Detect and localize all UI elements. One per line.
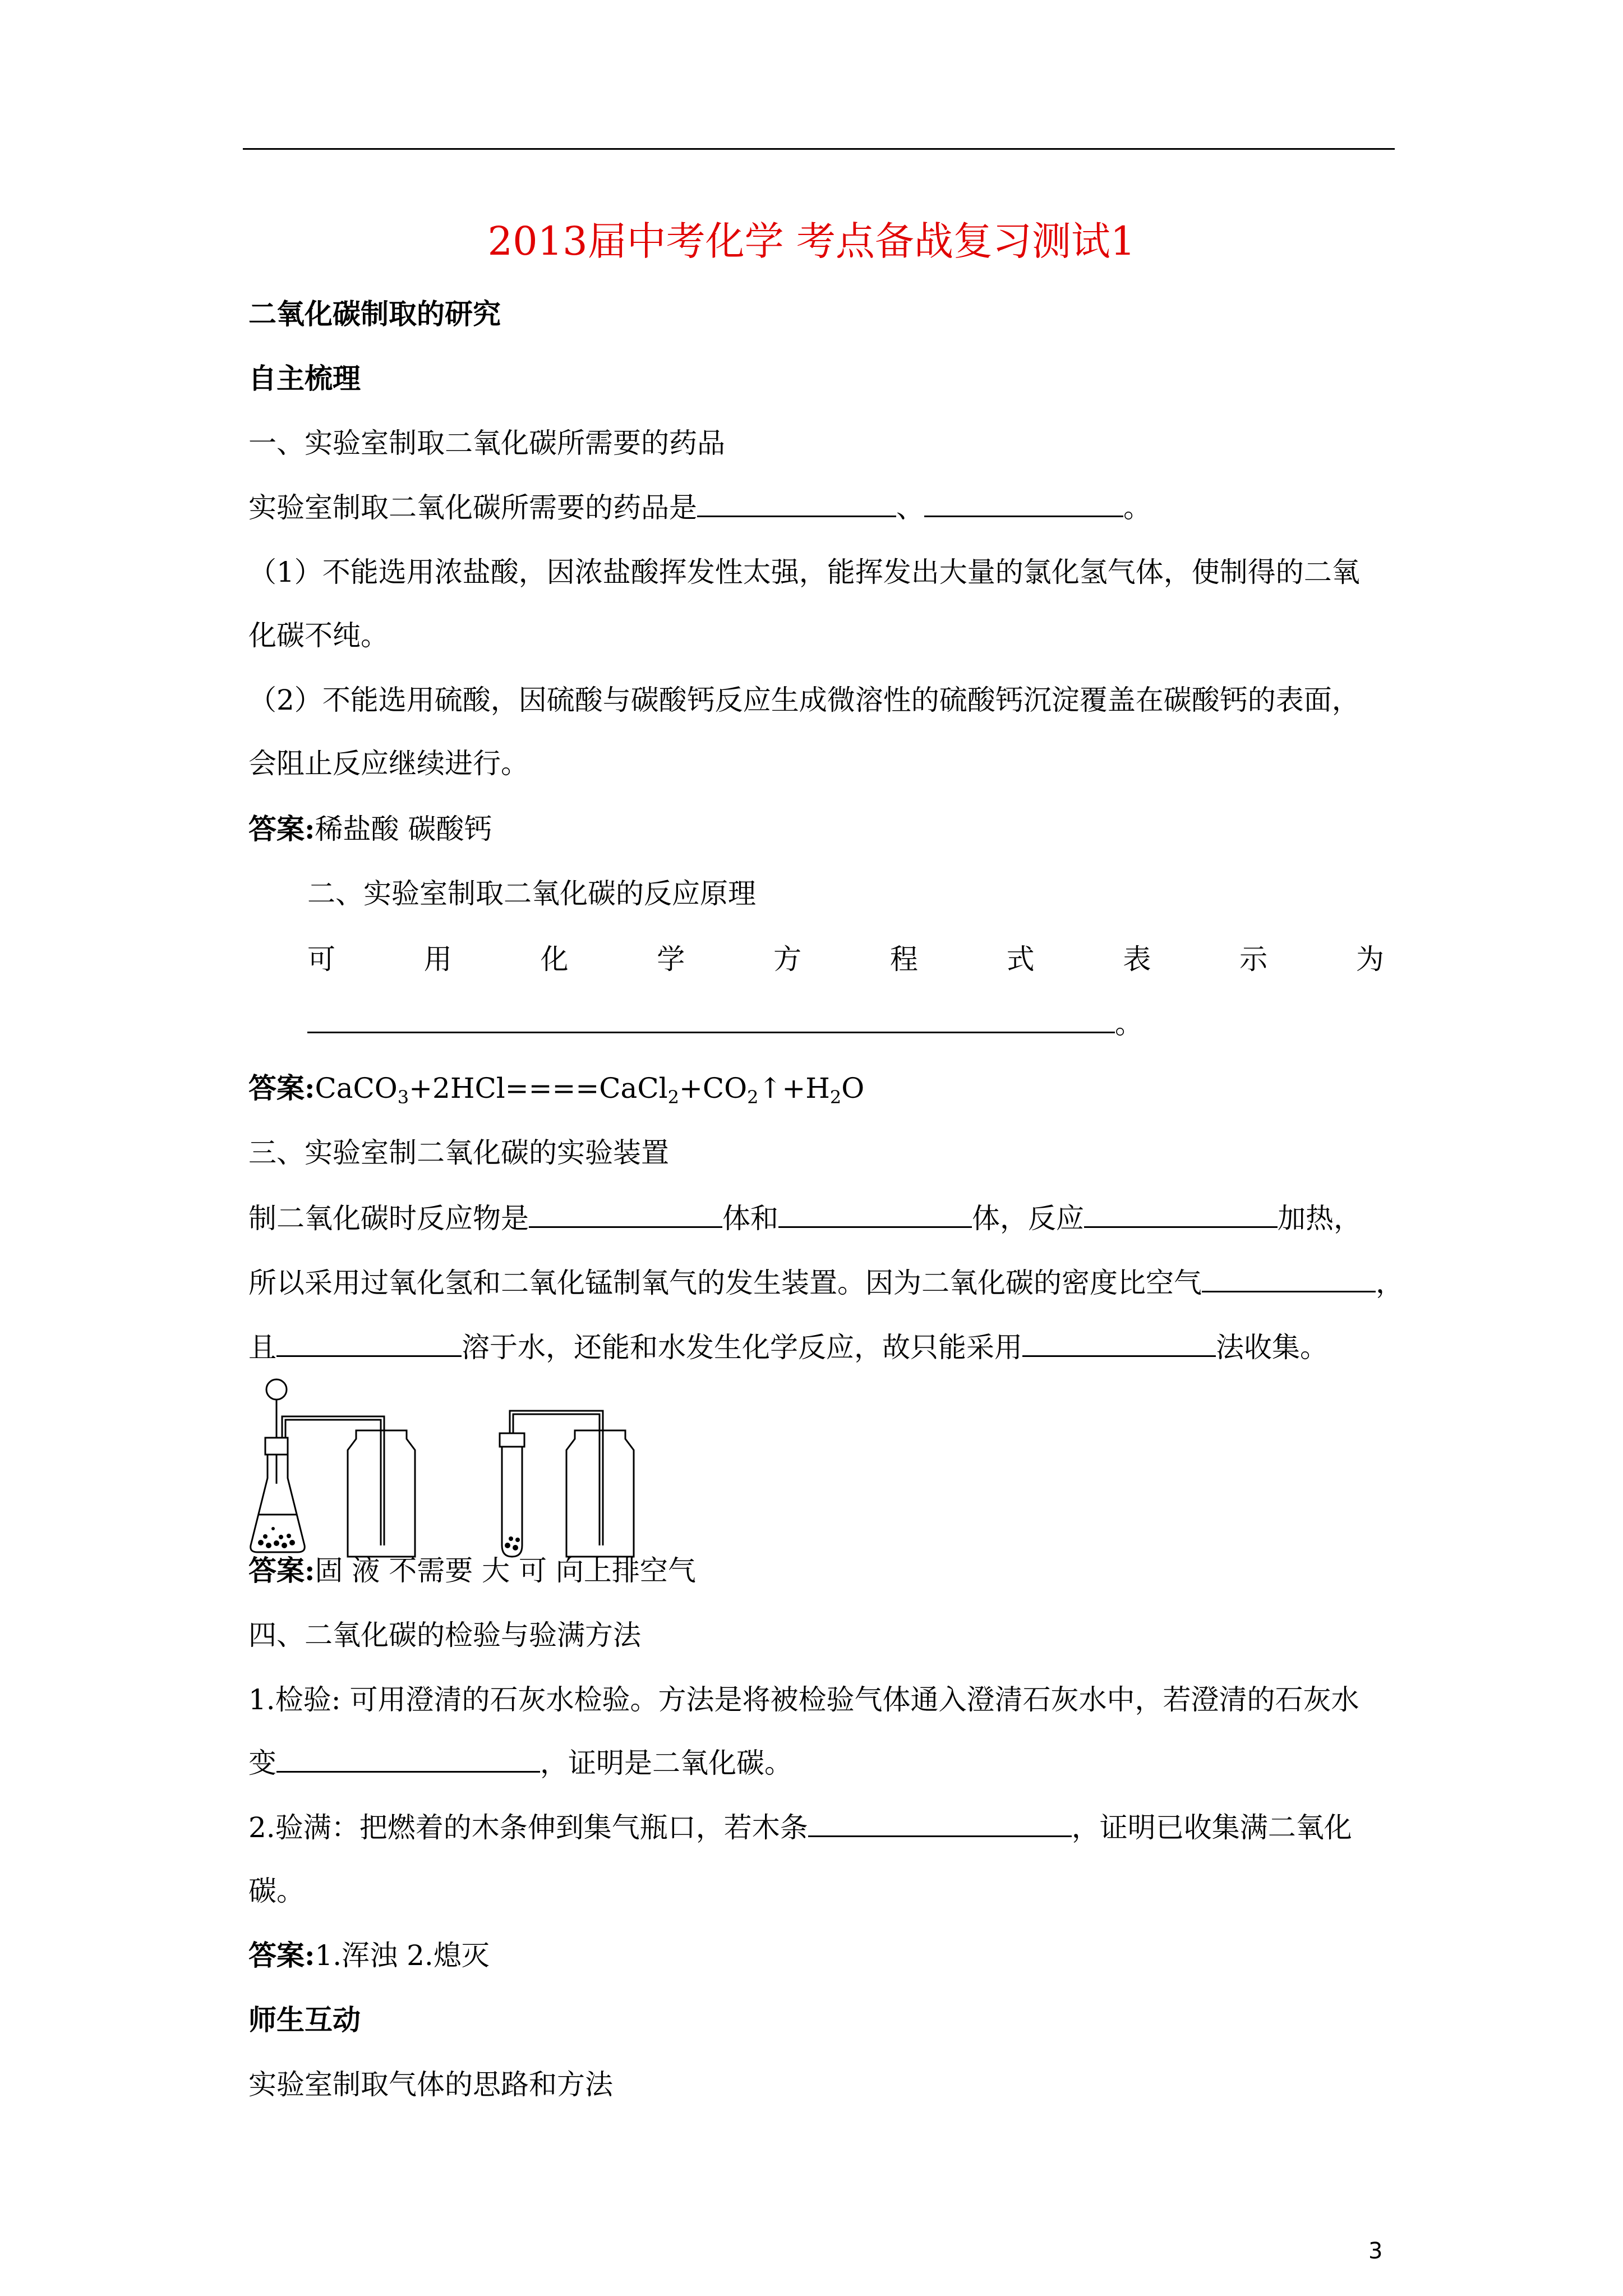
s3-answer [248, 1551, 696, 1590]
answer-blank [778, 1202, 972, 1228]
s3-line3: 且 溶于水，还能和水发生化学反应，故只能采用 法收集。 [248, 1331, 1328, 1364]
answer-label: 答案: [248, 1554, 315, 1587]
flask-apparatus-icon [251, 1379, 415, 1557]
s2-question-spread [307, 940, 1384, 979]
spread-char: 程 [889, 943, 918, 976]
test-tube-apparatus-icon [500, 1411, 634, 1557]
s1-question-text: 实验室制取二氧化碳所需要的药品是 [248, 491, 697, 524]
answer-blank [1084, 1202, 1278, 1228]
s1-title: 一、实验室制取二氧化碳所需要的药品 [248, 427, 725, 459]
s1-note2-line2: 会阻止反应继续进行。 [248, 747, 529, 780]
period: 。 [1115, 1007, 1143, 1040]
section-heading-self: 自主梳理 [248, 362, 361, 395]
spread-char: 用 [423, 943, 452, 976]
apparatus-figure [244, 1377, 637, 1568]
answer-blank [924, 491, 1123, 517]
answer-text: 固 液 不需要 大 可 向上排空气 [315, 1554, 696, 1587]
s1-answer [248, 809, 492, 849]
spread-char: 为 [1355, 943, 1384, 976]
s1-question [248, 488, 1151, 527]
last-line: 实验室制取气体的思路和方法 [248, 2068, 613, 2101]
answer-label: 答案: [248, 1939, 315, 1972]
answer-blank [697, 491, 896, 517]
spread-char: 方 [773, 943, 802, 976]
spread-char: 表 [1123, 943, 1151, 976]
answer-blank [1022, 1331, 1216, 1357]
separator: 、 [896, 491, 924, 524]
answer-blank [307, 1007, 1115, 1033]
period: 。 [1123, 491, 1151, 524]
spread-char: 化 [540, 943, 569, 976]
answer-blank [1202, 1266, 1376, 1292]
section-heading-interact: 师生互动 [248, 2003, 361, 2036]
spread-char: 可 [307, 943, 335, 976]
answer-blank [808, 1811, 1072, 1837]
answer-text: 1.浑浊 2.熄灭 [315, 1939, 490, 1972]
s2-answer-blank-line [307, 1004, 1143, 1043]
s4-line3: 2.验满：把燃着的木条伸到集气瓶口，若木条 ，证明已收集满二氧化 [248, 1811, 1352, 1844]
s4-line1: 1.检验: 可用澄清的石灰水检验。方法是将被检验气体通入澄清石灰水中，若澄清的石灰水 [248, 1683, 1359, 1716]
s1-note1-line1: （1）不能选用浓盐酸，因浓盐酸挥发性太强，能挥发出大量的氯化氢气体，使制得的二氧 [248, 556, 1360, 588]
s2-answer [248, 1069, 864, 1108]
spread-char: 学 [657, 943, 685, 976]
s3-title: 三、实验室制二氧化碳的实验装置 [248, 1137, 669, 1169]
answer-label: 答案: [248, 812, 315, 845]
s4-title: 四、二氧化碳的检验与验满方法 [248, 1619, 641, 1651]
spread-char: 示 [1239, 943, 1268, 976]
answer-text: 稀盐酸 碳酸钙 [315, 813, 492, 845]
answer-label: 答案: [248, 1071, 315, 1105]
spread-char: 式 [1006, 943, 1035, 976]
topic-heading: 二氧化碳制取的研究 [248, 297, 501, 330]
answer-blank [276, 1331, 462, 1357]
s1-note1-line2: 化碳不纯。 [248, 619, 389, 652]
s4-answer [248, 1936, 490, 1975]
page-number: 3 [1368, 2238, 1383, 2264]
s4-line2: 变 ，证明是二氧化碳。 [248, 1747, 792, 1779]
page-title: 2013届中考化学 考点备战复习测试1 [487, 218, 1136, 264]
s2-title: 二、实验室制取二氧化碳的反应原理 [307, 877, 756, 910]
answer-blank [276, 1746, 540, 1773]
header-rule [243, 148, 1395, 150]
s1-note2-line1: （2）不能选用硫酸，因硫酸与碳酸钙反应生成微溶性的硫酸钙沉淀覆盖在碳酸钙的表面， [248, 684, 1360, 716]
answer-blank [529, 1202, 722, 1228]
s3-line1: 制二氧化碳时反应物是 体和 体，反应 加热， [248, 1202, 1362, 1235]
chemical-equation: $CaCO_3+2HCl====CaCl_2+CO_2↑+H_2O$ [315, 1072, 865, 1108]
s4-line4: 碳。 [248, 1875, 305, 1907]
s3-line2: 所以采用过氧化氢和二氧化锰制氧气的发生装置。因为二氧化碳的密度比空气 ， [248, 1267, 1404, 1299]
